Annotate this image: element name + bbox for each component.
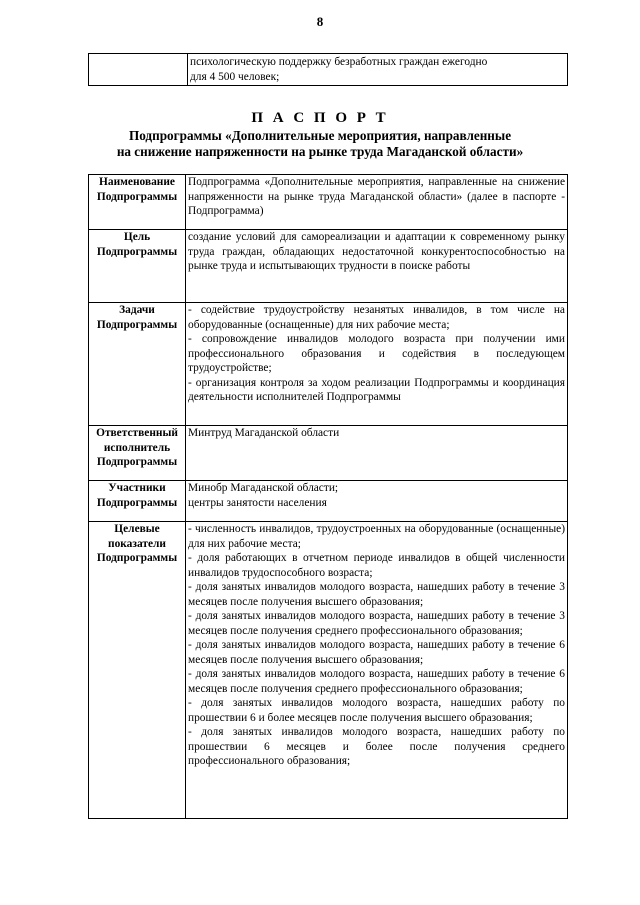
label-line: Ответственный	[96, 427, 178, 439]
content-paragraph: - доля занятых инвалидов молодого возраста, нашедших работу по прошествии 6 месяцев и более после получения среднего профессионального образования;	[188, 726, 565, 767]
row-label	[89, 175, 186, 230]
content-paragraph: - сопровождение инвалидов молодого возраста при получении ими профессионального образования и содействия в последующем трудоустройстве;	[188, 333, 565, 374]
empty-cell	[89, 54, 188, 86]
row-label	[89, 230, 186, 303]
label-line: Подпрограммы	[96, 318, 178, 331]
content-paragraph: - численность инвалидов, трудоустроенных на оборудованные (оснащенные) для них рабочие места;	[188, 523, 565, 550]
label-line: Подпрограммы	[96, 245, 178, 258]
content-paragraph: - доля занятых инвалидов молодого возраста, нашедших работу в течение 6 месяцев после получения высшего образования;	[188, 639, 565, 666]
label-line: Подпрограммы	[96, 190, 178, 203]
table-row	[89, 230, 568, 303]
label-line: Подпрограммы	[96, 456, 178, 468]
table-row	[89, 522, 568, 819]
content-paragraph: - доля занятых инвалидов молодого возраста, нашедших работу в течение 3 месяцев после получения высшего образования;	[188, 581, 565, 608]
content-paragraph: - доля занятых инвалидов молодого возраста, нашедших работу в течение 6 месяцев после получения среднего профессионального образования;	[188, 668, 565, 695]
row-content	[186, 303, 568, 426]
content-paragraph: - доля занятых инвалидов молодого возраста, нашедших работу по прошествии 6 и более месяцев после получения высшего образования;	[188, 697, 565, 724]
label-line: Подпрограммы	[96, 552, 178, 564]
passport-heading: П А С П О Р Т	[251, 110, 389, 126]
row-label	[89, 522, 186, 819]
title-line-2: на снижение напряженности на рынке труда Магаданской области»	[116, 144, 524, 159]
row-label	[89, 303, 186, 426]
label-line: Целевые	[114, 523, 160, 535]
continuation-table	[88, 53, 568, 86]
row-content	[186, 522, 568, 819]
content-paragraph: центры занятости населения	[188, 496, 327, 509]
continuation-text	[188, 54, 568, 86]
table-row	[89, 303, 568, 426]
content-paragraph: - организация контроля за ходом реализации Подпрограммы и координация деятельности исполнителей Подпрограммы	[188, 376, 565, 403]
continuation-line: для 4 500 человек;	[190, 70, 280, 83]
content-paragraph: - содействие трудоустройству незанятых инвалидов, в том числе на оборудованные (оснащенные) для них рабочие места;	[188, 304, 565, 331]
content-paragraph: Минтруд Магаданской области	[188, 427, 340, 439]
label-line: Цель	[123, 231, 151, 243]
label-line: Подпрограммы	[96, 496, 178, 509]
label-line: Наименование	[99, 176, 175, 188]
document-title	[0, 108, 640, 160]
row-content	[186, 481, 568, 522]
content-paragraph: - доля занятых инвалидов молодого возраста, нашедших работу в течение 3 месяцев после получения среднего профессионального образования;	[188, 610, 565, 637]
row-content	[186, 175, 568, 230]
page-number: 8	[316, 14, 324, 29]
passport-table	[88, 174, 568, 819]
continuation-line: психологическую поддержку безработных граждан ежегодно	[190, 56, 488, 68]
row-content	[186, 230, 568, 303]
content-paragraph: Подпрограмма «Дополнительные мероприятия, направленные на снижение напряженности на рынке труда Магаданской области» (далее в паспорте - Подпрограмма)	[188, 176, 565, 217]
label-line: Участники	[108, 482, 166, 494]
label-line: Задачи	[119, 304, 155, 316]
label-line: исполнитель	[103, 441, 171, 454]
table-row	[89, 175, 568, 230]
row-label	[89, 481, 186, 522]
row-content	[186, 426, 568, 481]
content-paragraph: создание условий для самореализации и адаптации к современному рынку труда граждан, обладающих недостаточной конкурентоспособностью на рынке труда и испытывающих трудности в поиске работы	[188, 231, 565, 272]
row-label	[89, 426, 186, 481]
table-row	[89, 481, 568, 522]
title-line-1: Подпрограммы «Дополнительные мероприятия, направленные	[128, 128, 512, 143]
content-paragraph: - доля работающих в отчетном периоде инвалидов в общей численности инвалидов трудоспособного возраста;	[188, 552, 565, 579]
label-line: показатели	[108, 537, 166, 550]
table-row	[89, 426, 568, 481]
content-paragraph: Минобр Магаданской области;	[188, 482, 339, 494]
